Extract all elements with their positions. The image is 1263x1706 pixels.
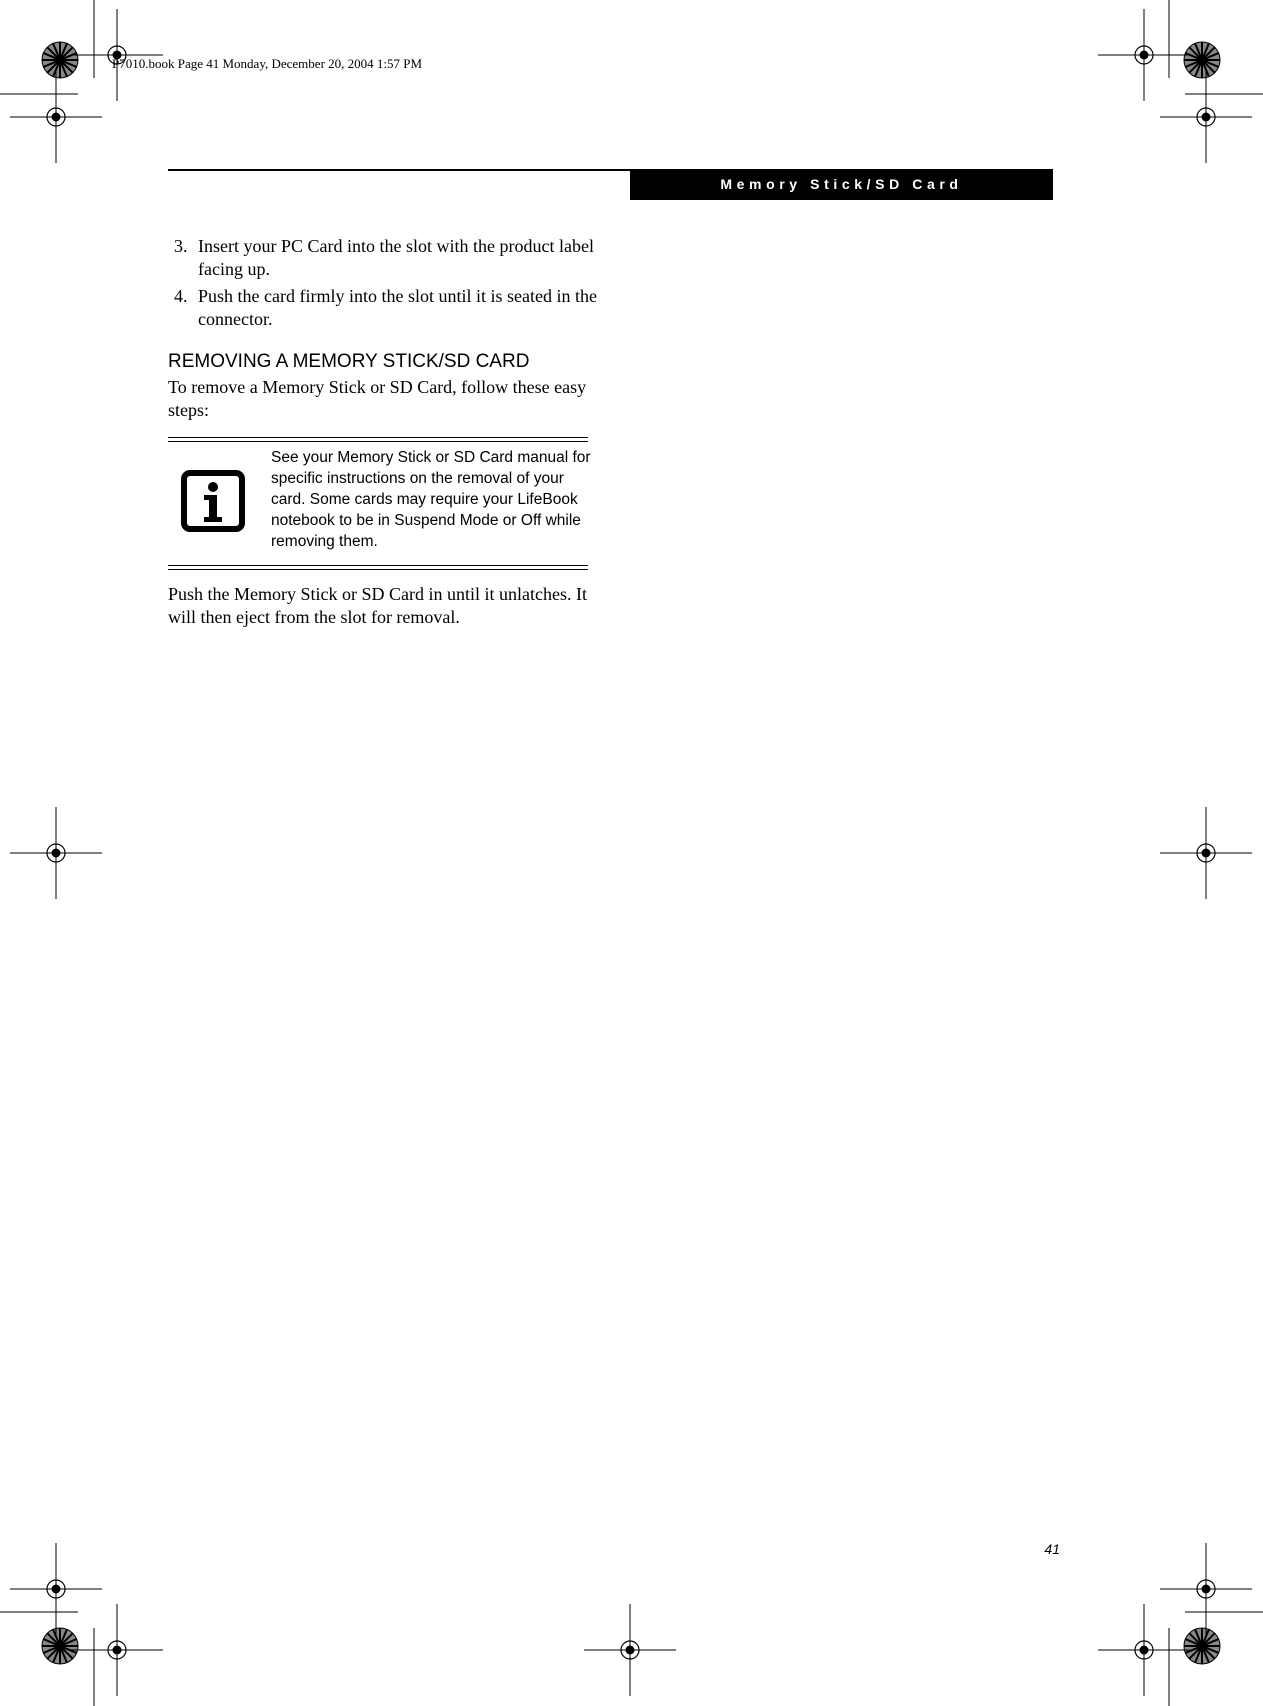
note-top-rule (168, 437, 588, 442)
print-slug: P7010.book Page 41 Monday, December 20, 2004 1:57 PM (112, 56, 423, 71)
note-bottom-rule (168, 565, 588, 570)
step-text: Insert your PC Card into the slot with the product label facing up. (198, 236, 594, 279)
step-text: Push the card firmly into the slot until it is seated in the connector. (198, 286, 597, 329)
header-rule (168, 169, 630, 171)
step-item (168, 285, 598, 331)
running-header: Memory Stick/SD Card (630, 169, 1053, 200)
section-intro: To remove a Memory Stick or SD Card, follow these easy steps: (168, 377, 587, 420)
info-icon (181, 470, 245, 532)
section-heading: REMOVING A MEMORY STICK/SD CARD (168, 351, 530, 372)
step-number: 4. (174, 286, 188, 306)
step-number: 3. (174, 236, 188, 256)
note-text: See your Memory Stick or SD Card manual for specific instructions on the removal of your card. Some cards may require your LifeBook notebook to be in Suspend Mode or Off while removing them. (271, 449, 591, 550)
page-number: 41 (1044, 1541, 1060, 1557)
closing-paragraph: Push the Memory Stick or SD Card in until it unlatches. It will then eject from the slot for removal. (168, 584, 587, 627)
step-item (168, 235, 598, 281)
